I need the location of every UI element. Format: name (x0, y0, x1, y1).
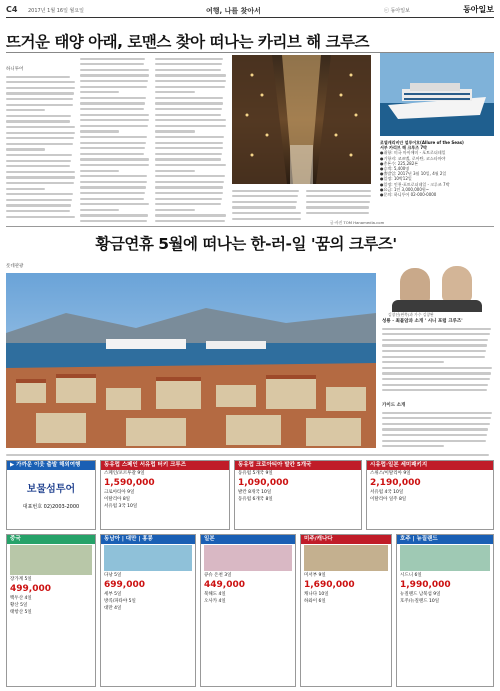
ad-bar: 시유럽·일본 세미패키지 (367, 461, 493, 470)
sidebar-title: 성룡 · 최불암과 소개 ' 시니 포럼 크루즈' (382, 319, 463, 324)
info-line: ●기항지: 코즈멜, 로아탄, 코스타마야 (380, 155, 446, 161)
copyright: ⓒ 동아일보 (384, 8, 410, 14)
ad-bar: 호주 | 뉴질랜드 (397, 535, 493, 544)
ad-bar: 동유럽 스페인 서유럽 터키 크루즈 (101, 461, 229, 470)
sidebar-subtitle: 가이드 소개 (382, 403, 406, 408)
ad-line: 서유럽 3국 10일 (104, 504, 138, 509)
headline-2: 황금연휴 5월에 떠나는 한-러-일 '꿈의 크루즈' (95, 235, 397, 253)
ad-line: 호주/뉴질랜드 10일 (400, 599, 440, 604)
ad-price: 1,590,000 (104, 478, 155, 488)
ad-image (400, 545, 490, 571)
ad-western-europe[interactable] (366, 460, 494, 530)
ad-bar: 중국 (7, 535, 95, 544)
headline: 뜨거운 태양 아래, 로맨스 찾아 떠나는 카리브 해 크루즈 (6, 33, 369, 51)
ad-brand: 보물섬투어 (26, 484, 76, 495)
ad-line: 스위스/이탈리아 9일 (370, 471, 411, 476)
text-line (382, 388, 494, 394)
text-line (155, 218, 227, 224)
header-rule (6, 17, 494, 18)
sidebar-body (382, 326, 494, 398)
page-header (6, 4, 494, 16)
ship-atrium-photo (232, 55, 371, 184)
cruise-ship-photo (380, 53, 494, 136)
ad-image (304, 545, 388, 571)
ad-balkan[interactable] (234, 460, 362, 530)
ad-line: 북해도 4일 (204, 592, 226, 597)
ad-line: 태항산 5일 (10, 610, 32, 615)
text-line (382, 444, 494, 450)
body-column-1 (6, 74, 76, 224)
info-line: ●요금: 1인 3,000,000원~ (380, 186, 430, 192)
page-number: C4 (6, 5, 18, 14)
info-line: ●취항: 미국 마이애미 - 포트로더데일 (380, 150, 446, 156)
newspaper-logo: 동아일보 (463, 4, 494, 14)
ad-line: 하와이 6일 (304, 599, 326, 604)
people-photo (382, 264, 494, 312)
ad-image (10, 545, 92, 575)
ad-price: 1,090,000 (238, 478, 289, 488)
ad-line: 동유럽 6개국 8일 (238, 497, 273, 502)
text-line (80, 218, 150, 224)
ad-line: 다낭 5일 (104, 573, 122, 578)
ad-line: 서유럽 4국 10일 (370, 490, 404, 495)
ad-china[interactable] (6, 534, 96, 687)
body-column-2 (80, 56, 150, 224)
info-line: ●일정: 인천-포트로더데일 - 크루즈 7박 (380, 181, 450, 187)
ad-image (104, 545, 192, 571)
sidebar-body-2 (382, 410, 494, 450)
info-line: ●문의: 하니투어 02-000-0000 (380, 192, 437, 198)
text-line (232, 216, 302, 222)
ad-line: 큐슈 온천 3일 (204, 573, 232, 578)
ad-line: 이탈리아 8일 (104, 497, 131, 502)
info-subtitle: 서부 카리브 해 크루즈 7박 (380, 145, 427, 151)
info-line: ●승객: 5,400명 (380, 166, 410, 172)
ad-line: 캐나다 10일 (304, 592, 329, 597)
sidebar-text (382, 318, 494, 324)
ad-price: 699,000 (104, 580, 145, 590)
ad-line: 발칸 8개국 10일 (238, 490, 272, 495)
ad-price: 449,000 (204, 580, 245, 590)
ad-line: 방콕/파타야 5일 (104, 599, 136, 604)
photo-credit: 글·사진 TOM Hanamedia.com (330, 220, 385, 225)
article2-lower-text (6, 452, 494, 458)
ad-line: 세부 5일 (104, 592, 122, 597)
ad-america[interactable] (300, 534, 392, 687)
harbor-photo (6, 273, 376, 448)
ad-line: 뉴질랜드 남북섬 9일 (400, 592, 441, 597)
ad-phone: 대표번호 02)2003-2000 (22, 504, 80, 510)
article-divider (6, 226, 494, 227)
text-line (306, 210, 374, 216)
ad-price: 1,990,000 (400, 580, 451, 590)
ad-australia[interactable] (396, 534, 494, 687)
ad-line: 오사카 4일 (204, 599, 226, 604)
body-column-4 (232, 188, 302, 224)
ad-bar: 일본 (201, 535, 295, 544)
ad-europe[interactable] (100, 460, 230, 530)
ad-bomulseom[interactable] (6, 460, 96, 530)
ad-japan[interactable] (200, 534, 296, 687)
ad-line: 황산 5일 (10, 603, 28, 608)
ad-line: 이탈리아 일주 8일 (370, 497, 407, 502)
ad-bar: 미주/캐나다 (301, 535, 391, 544)
body-column-5 (306, 188, 374, 218)
info-line: ●총톤수: 225,282톤 (380, 160, 419, 166)
ad-price: 1,690,000 (304, 580, 355, 590)
ad-line: 미서부 9일 (304, 573, 326, 578)
body-column-3 (155, 56, 227, 224)
text-line (6, 214, 76, 220)
ad-image (204, 545, 292, 571)
ad-line: 크로아티아 9일 (104, 490, 135, 495)
ad-line: 동유럽 5개국 9일 (238, 471, 273, 476)
info-line: ●일정: 10박12일 (380, 176, 412, 182)
ad-bar: ▶ 가까운 이웃 출발 해외여행 (7, 461, 95, 470)
ad-price: 2,190,000 (370, 478, 421, 488)
byline: 하니투어 (6, 67, 24, 72)
info-title: 로열캐리비안 얼루어호(Allure of the Seas) (380, 140, 464, 145)
ad-line: 시드니 6일 (400, 573, 422, 578)
info-line: ●출발일: 2017년 3월 10일, 4월 2일 (380, 171, 447, 177)
ad-southeast-asia[interactable] (100, 534, 196, 687)
ad-bar: 동유럽 크로아티아 발칸 5개국 (235, 461, 361, 470)
people-caption: 김창선(왼쪽)과 가수 김창완 (388, 312, 434, 317)
ad-line: 장가계 5일 (10, 577, 32, 582)
cruise-info-box (380, 140, 494, 197)
text-line (6, 452, 494, 458)
issue-date: 2017년 1월 16일 월요일 (28, 8, 85, 14)
travel-ads (6, 460, 494, 687)
section-title: 여행, 나를 찾아서 (206, 7, 261, 15)
ad-line: 대만 4일 (104, 606, 122, 611)
ad-line: 스페인/포르투갈 9일 (104, 471, 145, 476)
ad-line: 백두산 4일 (10, 596, 32, 601)
ad-bar: 동남아 | 대만 | 홍콩 (101, 535, 195, 544)
ad-price: 499,000 (10, 584, 51, 594)
byline-2: 롯데관광 (6, 264, 24, 269)
